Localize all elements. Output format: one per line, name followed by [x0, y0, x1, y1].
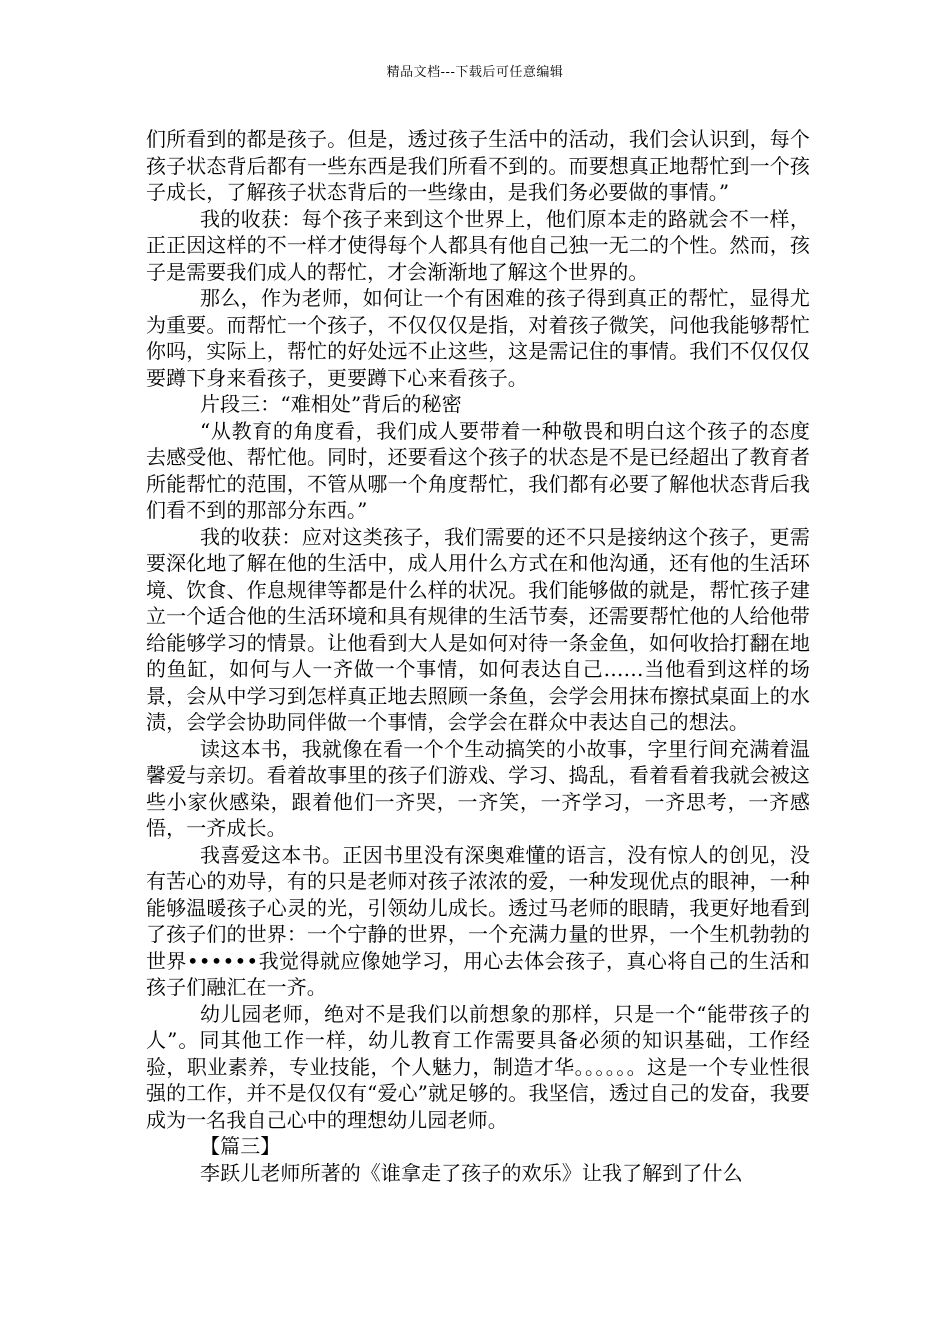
section-heading-part-3: 【篇三】 — [200, 1134, 281, 1158]
page-header: 精品文档---下载后可任意编辑 — [386, 65, 564, 80]
document-body — [146, 126, 810, 1186]
paragraph-1: 们所看到的都是孩子。但是，透过孩子生活中的活动，我们会认识到，每个孩子状态背后都有一些东西是我们所看不到的。而要想真正地帮忙到一个孩子成长，了解孩子状态背后的一些缘由，是我们务必要做的事情。” — [146, 127, 810, 204]
paragraph-2: 我的收获：每个孩子来到这个世界上，他们原本走的路就会不一样，正正因这样的不一样才使得每个人都具有他自己独一无二的个性。然而，孩子是需要我们成人的帮忙，才会渐渐地了解这个世界的。 — [146, 206, 810, 284]
paragraph-7: 读这本书，我就像在看一个个生动搞笑的小故事，字里行间充满着温馨爱与亲切。看着故事里的孩子们游戏、学习、捣乱，看着看着我就会被这些小家伙感染，跟着他们一齐哭，一齐笑，一齐学习，一齐思考，一齐感悟，一齐成长。 — [146, 736, 810, 840]
section-heading-fragment-3: 片段三：“难相处”背后的秘密 — [200, 392, 462, 416]
paragraph-11: 李跃儿老师所著的《谁拿走了孩子的欢乐》让我了解到了什么 — [200, 1160, 743, 1185]
paragraph-6: 我的收获：应对这类孩子，我们需要的还不只是接纳这个孩子，更需要深化地了解在他的生活中，成人用什么方式在和他沟通，还有他的生活环境、饮食、作息规律等都是什么样的状况。我们能够做的就是，帮忙孩子建立一个适合他的生活环境和具有规律的生活节奏，还需要帮忙他的人给他带给能够学习的情景。让他看到大人是如何对待一条金鱼，如何收拾打翻在地的鱼缸，如何与人一齐做一个事情，如何表达自己……当他看到这样的场景，会从中学习到怎样真正地去照顾一条鱼，会学会用抹布擦拭桌面上的水渍，会学会协助同伴做一个事情，会学会在群众中表达自己的想法。 — [146, 524, 810, 734]
paragraph-9: 幼儿园老师，绝对不是我们以前想象的那样，只是一个“能带孩子的人”。同其他工作一样，幼儿教育工作需要具备必须的知识基础，工作经验，职业素养，专业技能，个人魅力，制造才华。。。。。。这是一个专业性很强的工作，并不是仅仅有“爱心”就足够的。我坚信，透过自己的发奋，我要成为一名我自己心中的理想幼儿园老师。 — [146, 1001, 810, 1132]
paragraph-quote: “从教育的角度看，我们成人要带着一种敬畏和明白这个孩子的态度去感受他、帮忙他。同时，还要看这个孩子的状态是不是已经超出了教育者所能帮忙的范围，不管从哪一个角度帮忙，我们都有必要了解他状态背后我们看不到的那部分东西。” — [146, 418, 810, 522]
paragraph-3: 那么，作为老师，如何让一个有困难的孩子得到真正的帮忙，显得尤为重要。而帮忙一个孩子，不仅仅仅是指，对着孩子微笑，问他我能够帮忙你吗，实际上，帮忙的好处远不止这些，这是需记住的事情。我们不仅仅仅要蹲下身来看孩子，更要蹲下心来看孩子。 — [146, 286, 810, 390]
paragraph-8: 我喜爱这本书。正因书里没有深奥难懂的语言，没有惊人的创见，没有苦心的劝导，有的只是老师对孩子浓浓的爱，一种发现优点的眼神，一种能够温暖孩子心灵的光，引领幼儿成长。透过马老师的眼睛，我更好地看到了孩子们的世界：一个宁静的世界，一个充满力量的世界，一个生机勃勃的世界••••••我觉得就应像她学习，用心去体会孩子，真心将自己的生活和孩子们融汇在一齐。 — [146, 842, 810, 999]
